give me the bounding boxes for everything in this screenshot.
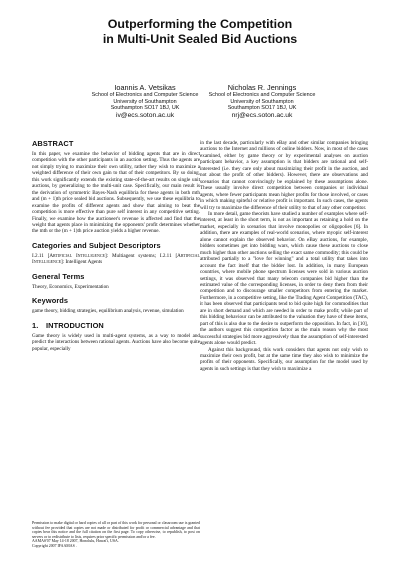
- author-name: Nicholas R. Jennings: [227, 83, 297, 92]
- body-paragraph: In more detail, game theorists have studied a number of examples where self-interest, at least in the short term, is not as important as retaining a hold on the market, especially in scenarios that involve monopolies or oligopolies [6]. In addition, there are examples of real-world scenarios, where myopic self-interest alone cannot explain the observed behavior. On eBay auctions, for example, bidders sometimes get into bidding wars, which cause these auctions to close much higher than other auctions selling the exact same commodity; this could be attributed partially to a "love for winning" and a total utility that takes into account the fact itself that the bidder lost. In addition, in many European countries, where mobile phone spectrum licenses were sold in various auction settings, it was observed that many telecom companies bid higher than the estimated value of the corresponding licenses, in order to deny them from their competition and to discourage smaller competitors from entering the market. Furthermore, in a competitive setting, like the Trading Agent Competition (TAC), it has been observed that participants tend to bid quite high for commodities that are in short demand and which are needed in order to make profit; while part of this bidding behaviour can be attributed to the valuation they have of these items, part of this is also due to the desire to outperform the opposition. In fact, in [10], the authors suggest this competition factor as the main reason why the most successful strategies bid more aggressively than the assumption of self-interested agents alone would predict.: [200, 210, 368, 347]
- right-column: [200, 140, 368, 372]
- body-paragraph: Against this background, this work considers that agents not only wish to maximize their own profit, but at the same time they also wish to minimize the profits of their opponents. Specifically, our assumption for the model used by agents in such settings is that they wish to maximize a: [200, 346, 368, 372]
- category-term: Artificial Intelligence: [32, 252, 200, 266]
- keywords-text: game theory, bidding strategies, equilibrium analysis, revenue, simulation: [32, 308, 184, 315]
- author-city: Southampton SO17 1BJ, UK: [110, 105, 180, 112]
- body-paragraph: in the last decade, particularly with eBay and other similar companies bringing auctions to the Internet and millions of online bidders. Now, in most of the cases examined, either by game theory or by experimental analyses on auction participant behavior, a key assumption is that bidders are rational and self-interested (i.e. they care only about maximizing their profit in the auction, and not about the profit of other bidders). However, there are observations and scenarios that cannot convincingly be explained by these assumptions alone. These usually involve direct competition between companies or individual agents, where fewer participants mean higher profits for those involved, or cases in which making spiteful or relative profit is important. In such cases, the agents will try to maximize the difference of their utility to that of any other competitor.: [200, 140, 368, 211]
- author-2: [172, 83, 352, 120]
- general-terms-heading: General Terms: [32, 271, 85, 281]
- author-block: [0, 83, 400, 133]
- author-name: Ioannis A. Vetsikas: [114, 83, 176, 92]
- conference-info: AAMAS'07 May 14-18 2007, Honolulu, Hawai'i, USA.: [32, 539, 119, 544]
- copyright-footnote: [32, 521, 200, 549]
- abstract-text: In this paper, we examine the behavior of bidding agents that are in direct competition with the other participants in an auction setting. Thus the agents are not simply trying to maximize their own utility, rather they wish to maximize a weighted difference of their own gain to that of their competitors. By so doing, this work significantly extends the existing state-of-the-art results on single unit auctions, by generalizing to the multi-unit case. Specifically, our main result is the derivation of symmetric Bayes-Nash equilibria for these agents in both mth and (m + 1)th price sealed bid auctions. Subsequently, we use these equilibria to examine the profits of different agents and show that aiming to beat the competition is more effective than pure self interest in any competitive setting. Finally, we examine how the auctioneer's revenue is affected and find that the weight that agents place in minimizing the opponents' profit determines whether the mth or the (m + 1)th price auction yields a higher revenue.: [32, 151, 200, 235]
- section-title: INTRODUCTION: [46, 320, 104, 330]
- section-number: 1.: [32, 320, 39, 330]
- categories-text: I.2.11 [Artificial Intelligence]: Multiagent systems; I.2.11 [Artificial Intelligence]: Intelligent Agents: [32, 252, 200, 266]
- paper-title: [0, 17, 400, 46]
- permission-notice: Permission to make digital or hard copies of all or part of this work for personal or classroom use is granted without fee provided that copies are not made or distributed for profit or commercial advantage and that copies bear this notice and the full citation on the first page. To copy otherwise, to republish, to post on servers or to redistribute to lists, requires prior specific permission and/or a fee.: [32, 521, 200, 539]
- category-term: Artificial Intelligence: [49, 252, 105, 259]
- categories-heading: Categories and Subject Descriptors: [32, 240, 161, 250]
- title-line-1: Outperforming the Competition: [107, 17, 293, 31]
- author-city: Southampton SO17 1BJ, UK: [227, 105, 297, 112]
- title-line-2: in Multi-Unit Sealed Bid Auctions: [102, 31, 298, 46]
- author-dept: School of Electronics and Computer Science: [208, 92, 316, 98]
- general-terms-text: Theory, Economics, Experimentation: [32, 283, 109, 290]
- author-dept: School of Electronics and Computer Science: [91, 92, 199, 98]
- copyright-line: Copyright 2007 IFAAMAS .: [32, 543, 77, 548]
- intro-text: Game theory is widely used in multi-agent systems, as a way to model and predict the interactions between rational agents. Auctions have also become quite popular, especially: [32, 332, 200, 352]
- author-univ: University of Southampton: [230, 98, 294, 105]
- keywords-heading: Keywords: [32, 296, 69, 306]
- author-email: nrj@ecs.soton.ac.uk: [231, 111, 293, 119]
- abstract-heading: ABSTRACT: [32, 139, 74, 148]
- author-email: iv@ecs.soton.ac.uk: [115, 111, 175, 119]
- intro-heading: [32, 321, 200, 330]
- author-univ: University of Southampton: [113, 98, 177, 105]
- left-column: [32, 139, 200, 352]
